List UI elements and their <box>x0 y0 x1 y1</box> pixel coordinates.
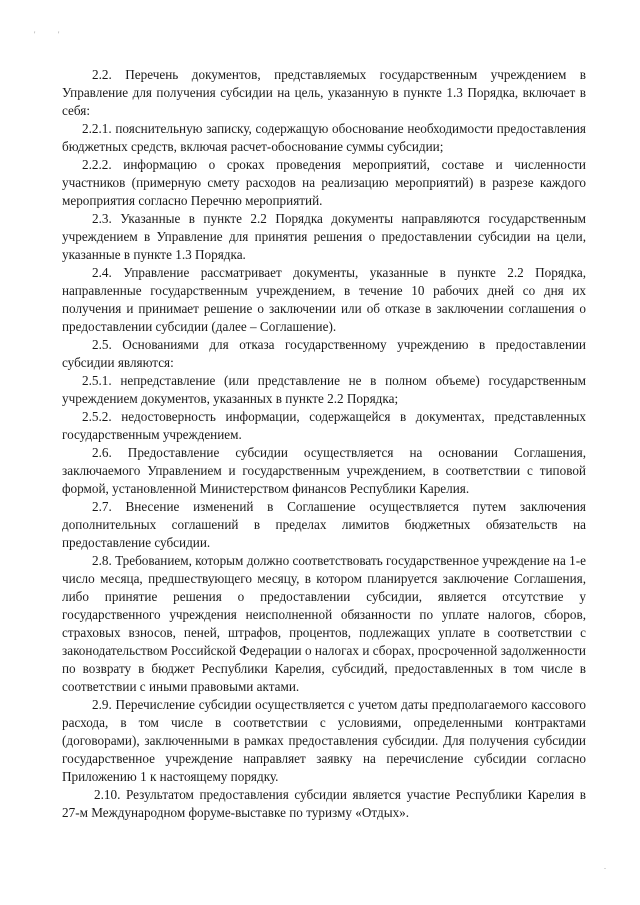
paragraph-2-5: 2.5. Основаниями для отказа государственному учреждению в предоставлении субсидии являются: <box>62 337 586 370</box>
paragraph-2-3: 2.3. Указанные в пункте 2.2 Порядка документы направляются государственным учреждением в Управление для принятия решения о предоставлении субсидии на цели, указанные в пункте 1.3 Порядка. <box>62 211 586 262</box>
paragraph-2-2: 2.2. Перечень документов, представляемых государственным учреждением в Управление для получения субсидии на цель, указанную в пункте 1.3 Порядка, включает в себя: <box>62 67 586 118</box>
scan-mark: ' <box>34 30 36 39</box>
paragraph-2-7: 2.7. Внесение изменений в Соглашение осуществляется путем заключения дополнительных соглашений в пределах лимитов бюджетных обязательств на предоставление субсидии. <box>62 499 586 550</box>
paragraph-2-6: 2.6. Предоставление субсидии осуществляется на основании Соглашения, заключаемого Управлением и государственным учреждением, в соответствии с типовой формой, установленной Министерством финансов Республики Карелия. <box>62 445 586 496</box>
paragraph-2-4: 2.4. Управление рассматривает документы, указанные в пункте 2.2 Порядка, направленные государственным учреждением, в течение 10 рабочих дней со дня их получения и принимает решение о заключении или об отказе в заключении соглашения о предоставлении субсидии (далее – Соглашение). <box>62 265 586 334</box>
paragraph-2-5-2: 2.5.2. недостоверность информации, содержащейся в документах, представленных государственным учреждением. <box>62 409 586 442</box>
scan-mark: . <box>604 862 606 871</box>
paragraph-2-9: 2.9. Перечисление субсидии осуществляется с учетом даты предполагаемого кассового расхода, в том числе в соответствии с условиями, определенными контрактами (договорами), заключенными в рамках предоставления субсидии. Для получения субсидии государственное учреждение направляет заявку на перечисление субсидии согласно Приложению 1 к настоящему порядку. <box>62 697 586 784</box>
document-body <box>62 66 586 822</box>
paragraph-2-10: 2.10. Результатом предоставления субсидии является участие Республики Карелия в 27-м Международном форуме-выставке по туризму «Отдых». <box>62 787 586 820</box>
paragraph-2-5-1: 2.5.1. непредставление (или представление не в полном объеме) государственным учреждением документов, указанных в пункте 2.2 Порядка; <box>62 373 586 406</box>
scan-mark: ' <box>58 30 60 39</box>
paragraph-2-2-1: 2.2.1. пояснительную записку, содержащую обоснование необходимости предоставления бюджетных средств, включая расчет-обоснование суммы субсидии; <box>62 121 586 154</box>
paragraph-2-8: 2.8. Требованием, которым должно соответствовать государственное учреждение на 1-е число месяца, предшествующего месяцу, в котором планируется заключение Соглашения, либо принятие решения о предоставлении субсидии, является отсутствие у государственного учреждения неисполненной обязанности по уплате налогов, сборов, страховых взносов, пеней, штрафов, процентов, подлежащих уплате в соответствии с законодательством Российской Федерации о налогах и сборах, просроченной задолженности по возврату в бюджет Республики Карелия, субсидий, предоставленных в том числе в соответствии с иными правовыми актами. <box>62 553 586 694</box>
paragraph-2-2-2: 2.2.2. информацию о сроках проведения мероприятий, составе и численности участников (примерную смету расходов на реализацию мероприятий) в разрезе каждого мероприятия согласно Перечню мероприятий. <box>62 157 586 208</box>
